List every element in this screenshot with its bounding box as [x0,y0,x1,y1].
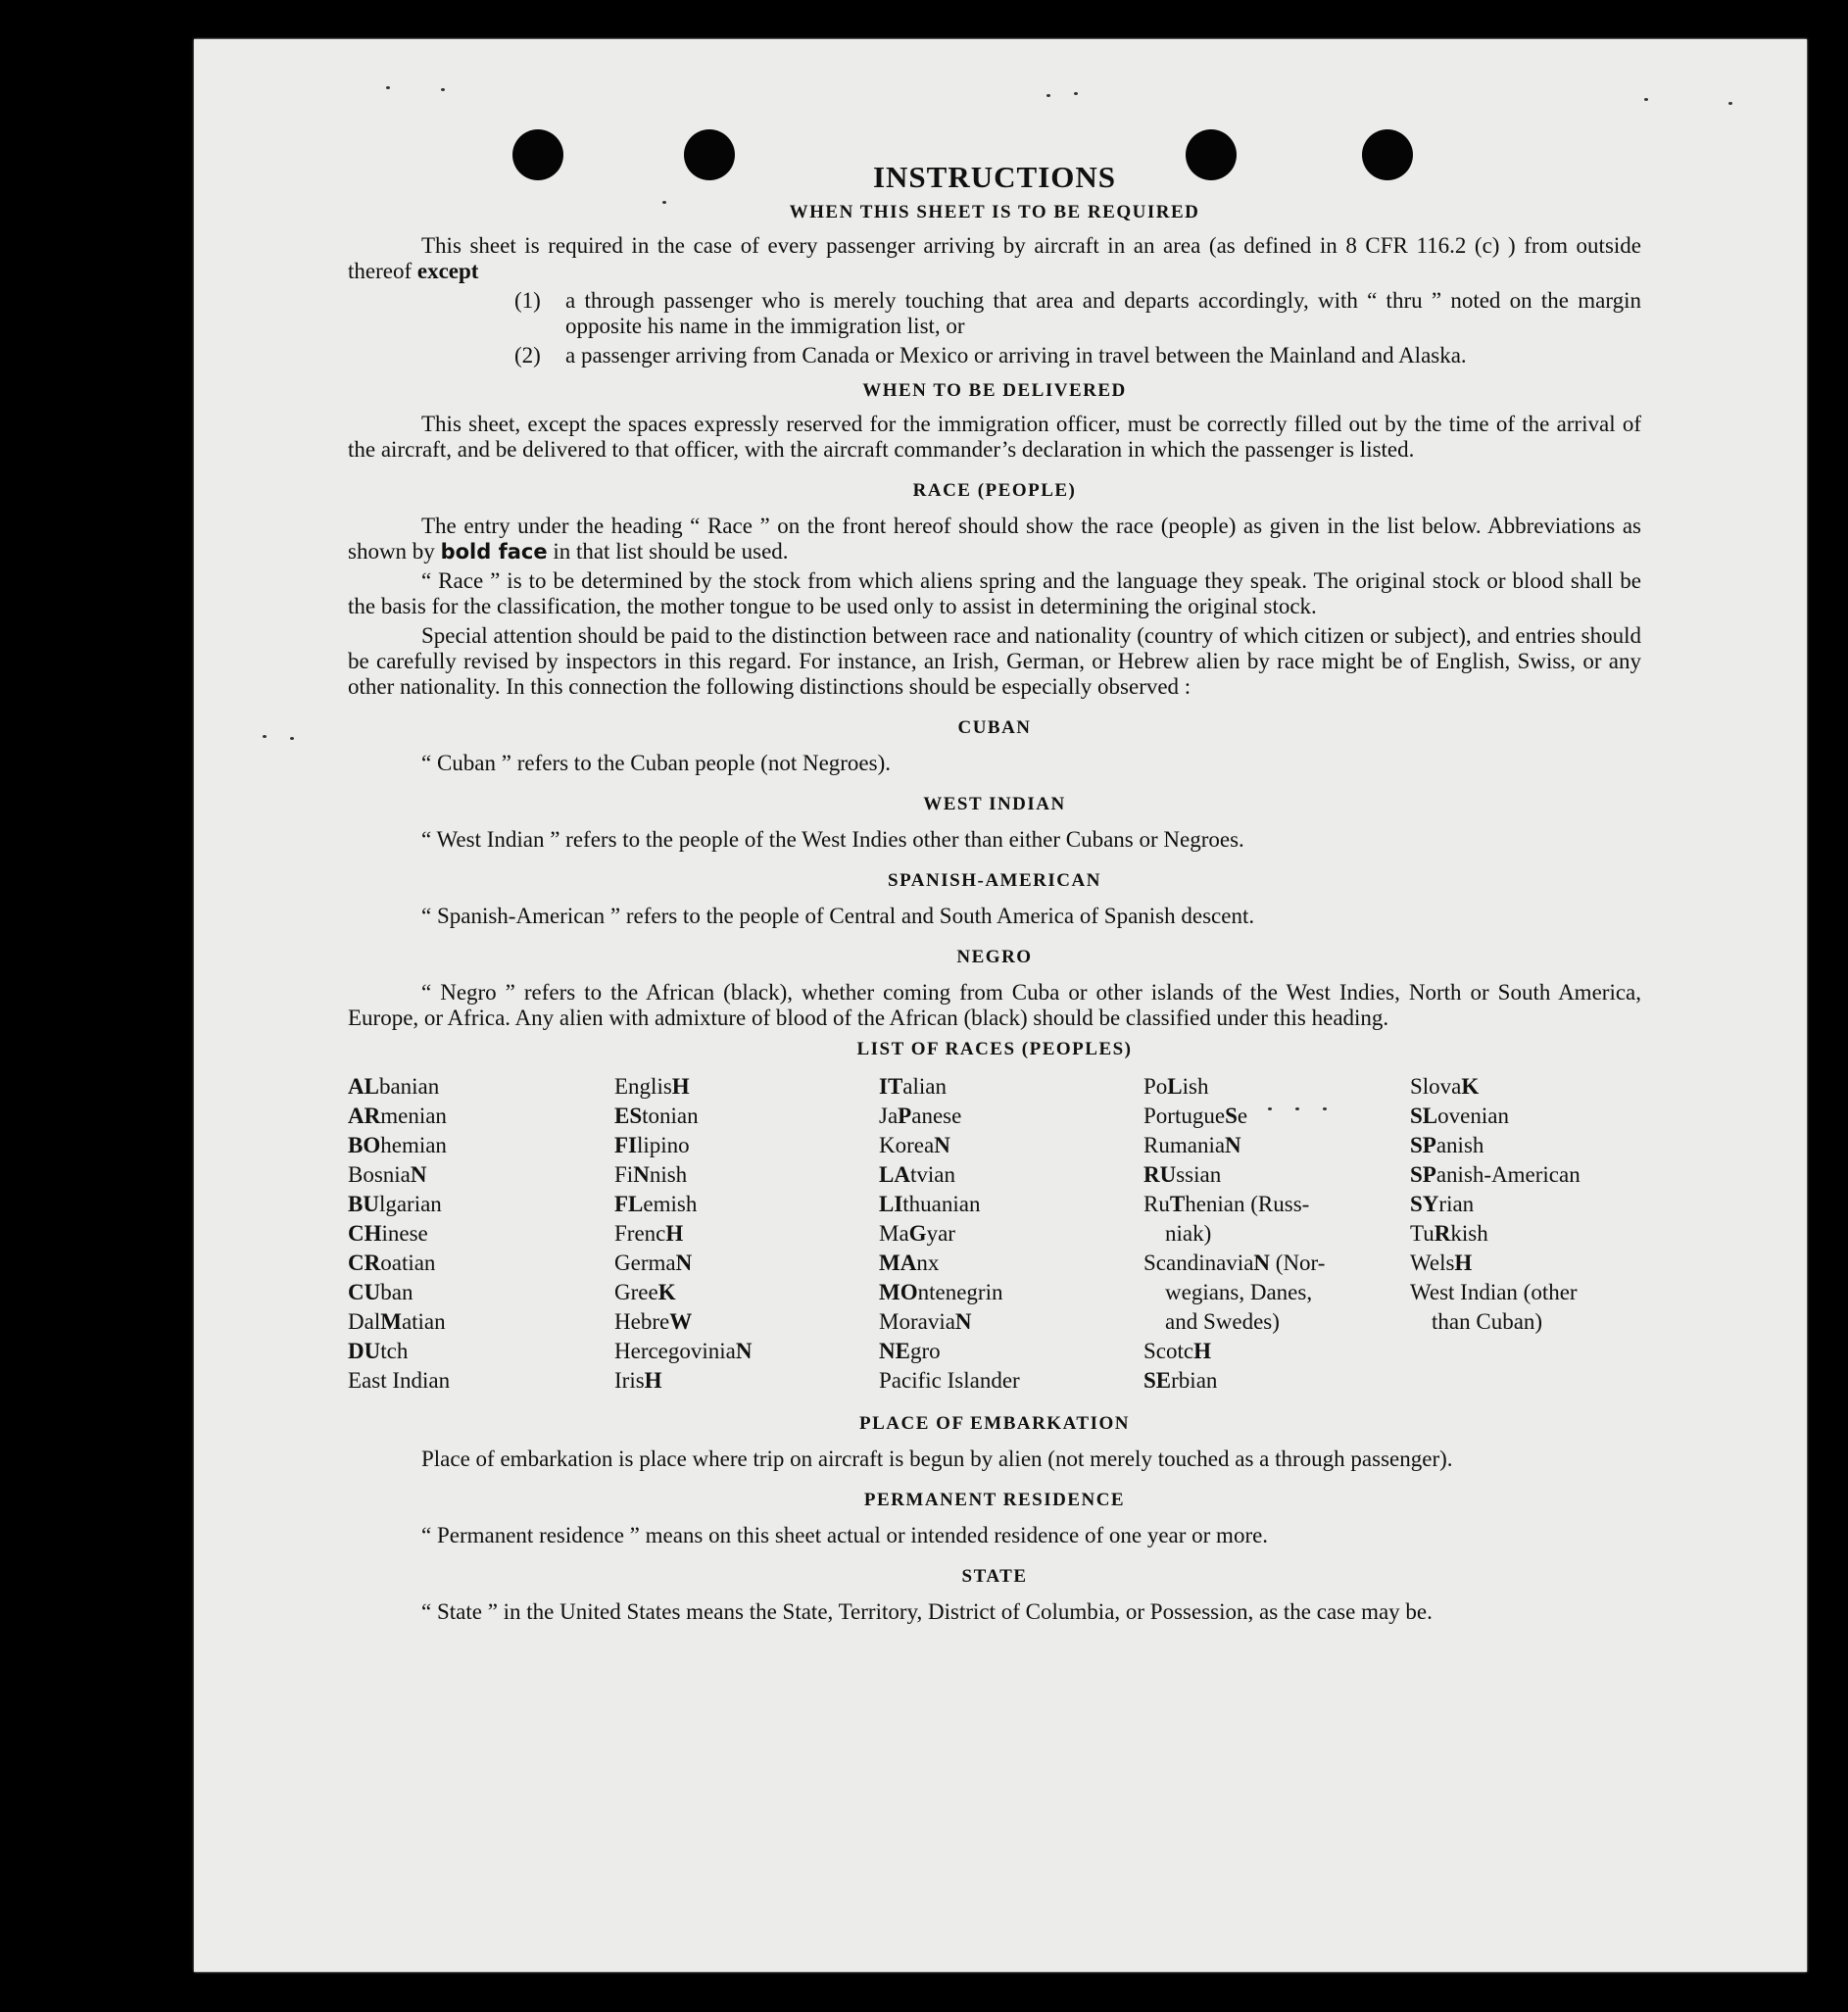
race-column [879,1072,1143,1396]
section-heading-residence: PERMANENT RESIDENCE [863,1490,1126,1510]
race-entry: RumaniaN [1143,1133,1241,1157]
race-entry: DalMatian [348,1309,446,1334]
race-entry: PoLish [1143,1074,1209,1099]
race-entry: MOntenegrin [879,1280,1003,1304]
race-entry: EStonian [614,1104,699,1128]
residence-text: “ Permanent residence ” means on this sheet actual or intended residence of one year or more. [421,1523,1269,1547]
race-column [348,1072,614,1396]
when-delivered-text: This sheet, except the spaces expressly reserved for the immigration officer, must be correctly filled out by the time of the arrival of the aircraft, and be delivered to that officer, with the aircraft commander’s declaration in which the passenger is listed. [348,412,1641,462]
race-entry: LIthuanian [879,1192,981,1216]
race-entry: niak) [1165,1221,1212,1246]
race-entry: SPanish [1410,1133,1484,1157]
section-heading-spanish-american: SPANISH-AMERICAN [888,870,1101,891]
race-entry: East Indian [348,1368,451,1393]
race-column [1143,1072,1410,1396]
race-entry: West Indian (other [1410,1280,1578,1304]
race-entry: BUlgarian [348,1192,442,1216]
race-entry: BosniaN [348,1162,427,1187]
section-heading-list-of-races: LIST OF RACES (PEOPLES) [856,1039,1133,1059]
race-entry: FIlipino [614,1133,690,1157]
race-entry: CUban [348,1280,413,1304]
race-entry: KoreaN [879,1133,950,1157]
race-entry: PortugueSe [1143,1104,1248,1128]
section-heading-embarkation: PLACE OF EMBARKATION [859,1413,1130,1434]
list-item: (1) a through passenger who is merely touching that area and departs accordingly, with “ thru ” noted on the margin opposite his name in the immigration list, or [514,288,1641,338]
cuban-text: “ Cuban ” refers to the Cuban people (not Negroes). [421,751,892,775]
race-entry: JaPanese [879,1104,962,1128]
race-entry: SLovenian [1410,1104,1509,1128]
race-entry: TuRkish [1410,1221,1488,1246]
race-entry: CRoatian [348,1251,436,1275]
race-entry: ALbanian [348,1074,440,1099]
race-entry: ITalian [879,1074,947,1099]
race-entry: than Cuban) [1432,1309,1543,1334]
race-entry: BOhemian [348,1133,447,1157]
page-title: INSTRUCTIONS [872,160,1116,194]
race-entry: SlovaK [1410,1074,1480,1099]
section-heading-cuban: CUBAN [957,717,1032,738]
race-entry: Pacific Islander [879,1368,1020,1393]
race-entry: MAnx [879,1251,940,1275]
section-heading-state: STATE [961,1566,1028,1587]
section-heading-race: RACE (PEOPLE) [912,480,1077,501]
embarkation-text: Place of embarkation is place where trip on aircraft is begun by alien (not merely touched as a through passenger). [421,1447,1453,1471]
race-entry: LAtvian [879,1162,955,1187]
race-entry: MaGyar [879,1221,955,1246]
race-entry: SErbian [1143,1368,1218,1393]
race-entry: EnglisH [614,1074,690,1099]
race-entry: IrisH [614,1368,662,1393]
instructions-body [348,157,1641,1629]
race-entry: NEgro [879,1339,941,1363]
spanish-american-text: “ Spanish-American ” refers to the people of Central and South America of Spanish descent. [421,904,1255,928]
section-heading-negro: NEGRO [956,947,1033,967]
race-entry: ScotcH [1143,1339,1211,1363]
when-required-text: This sheet is required in the case of every passenger arriving by aircraft in an area (as defined in 8 CFR 116.2 (c) ) from outside thereof except [348,233,1641,283]
race-entry: MoraviaN [879,1309,972,1334]
race-entry: WelsH [1410,1251,1473,1275]
race-entry: GermaN [614,1251,693,1275]
race-entry: CHinese [348,1221,428,1246]
race-paragraph-1: The entry under the heading “ Race ” on the front hereof should show the race (people) as given in the list below. Abbreviations as shown by bold face in that list should be used. [348,514,1641,564]
race-entry: wegians, Danes, [1165,1280,1313,1304]
list-item: (2) a passenger arriving from Canada or Mexico or arriving in travel between the Mainland and Alaska. [514,343,1467,368]
section-heading-when-delivered: WHEN TO BE DELIVERED [862,380,1127,401]
race-entry: RuThenian (Russ- [1143,1192,1310,1216]
race-entry: DUtch [348,1339,409,1363]
race-entry: ScandinaviaN (Nor- [1143,1251,1326,1275]
section-heading-west-indian: WEST INDIAN [923,794,1066,814]
race-list [348,1072,1641,1396]
west-indian-text: “ West Indian ” refers to the people of the West Indies other than either Cubans or Negroes. [421,827,1244,852]
state-text: “ State ” in the United States means the State, Territory, District of Columbia, or Possession, as the case may be. [421,1599,1433,1624]
race-entry: FLemish [614,1192,698,1216]
race-entry: HercegoviniaN [614,1339,753,1363]
race-entry: SPanish-American [1410,1162,1581,1187]
race-paragraph-2: “ Race ” is to be determined by the stock from which aliens spring and the language they speak. The original stock or blood shall be the basis for the classification, the mother tongue to be used only to assist in determining the original stock. [348,568,1641,618]
section-heading-when-required: WHEN THIS SHEET IS TO BE REQUIRED [789,202,1200,222]
negro-text: “ Negro ” refers to the African (black), whether coming from Cuba or other islands of the West Indies, North or South America, Europe, or Africa. Any alien with admixture of blood of the African (black) should be classified under this heading. [348,980,1641,1030]
race-entry: GreeK [614,1280,676,1304]
race-entry: HebreW [614,1309,693,1334]
race-entry: ARmenian [348,1104,447,1128]
race-entry: FiNnish [614,1162,688,1187]
race-paragraph-3: Special attention should be paid to the distinction between race and nationality (country of which citizen or subject), and entries should be carefully revised by inspectors in this regard. For instance, an Irish, German, or Hebrew alien by race might be of English, Swiss, or any other nationality. In this connection the following distinctions should be especially observed : [348,623,1641,699]
race-entry: SYrian [1410,1192,1475,1216]
race-column [614,1072,879,1396]
race-entry: FrencH [614,1221,684,1246]
race-column [1410,1072,1641,1396]
race-entry: and Swedes) [1165,1309,1280,1334]
race-entry: RUssian [1143,1162,1222,1187]
